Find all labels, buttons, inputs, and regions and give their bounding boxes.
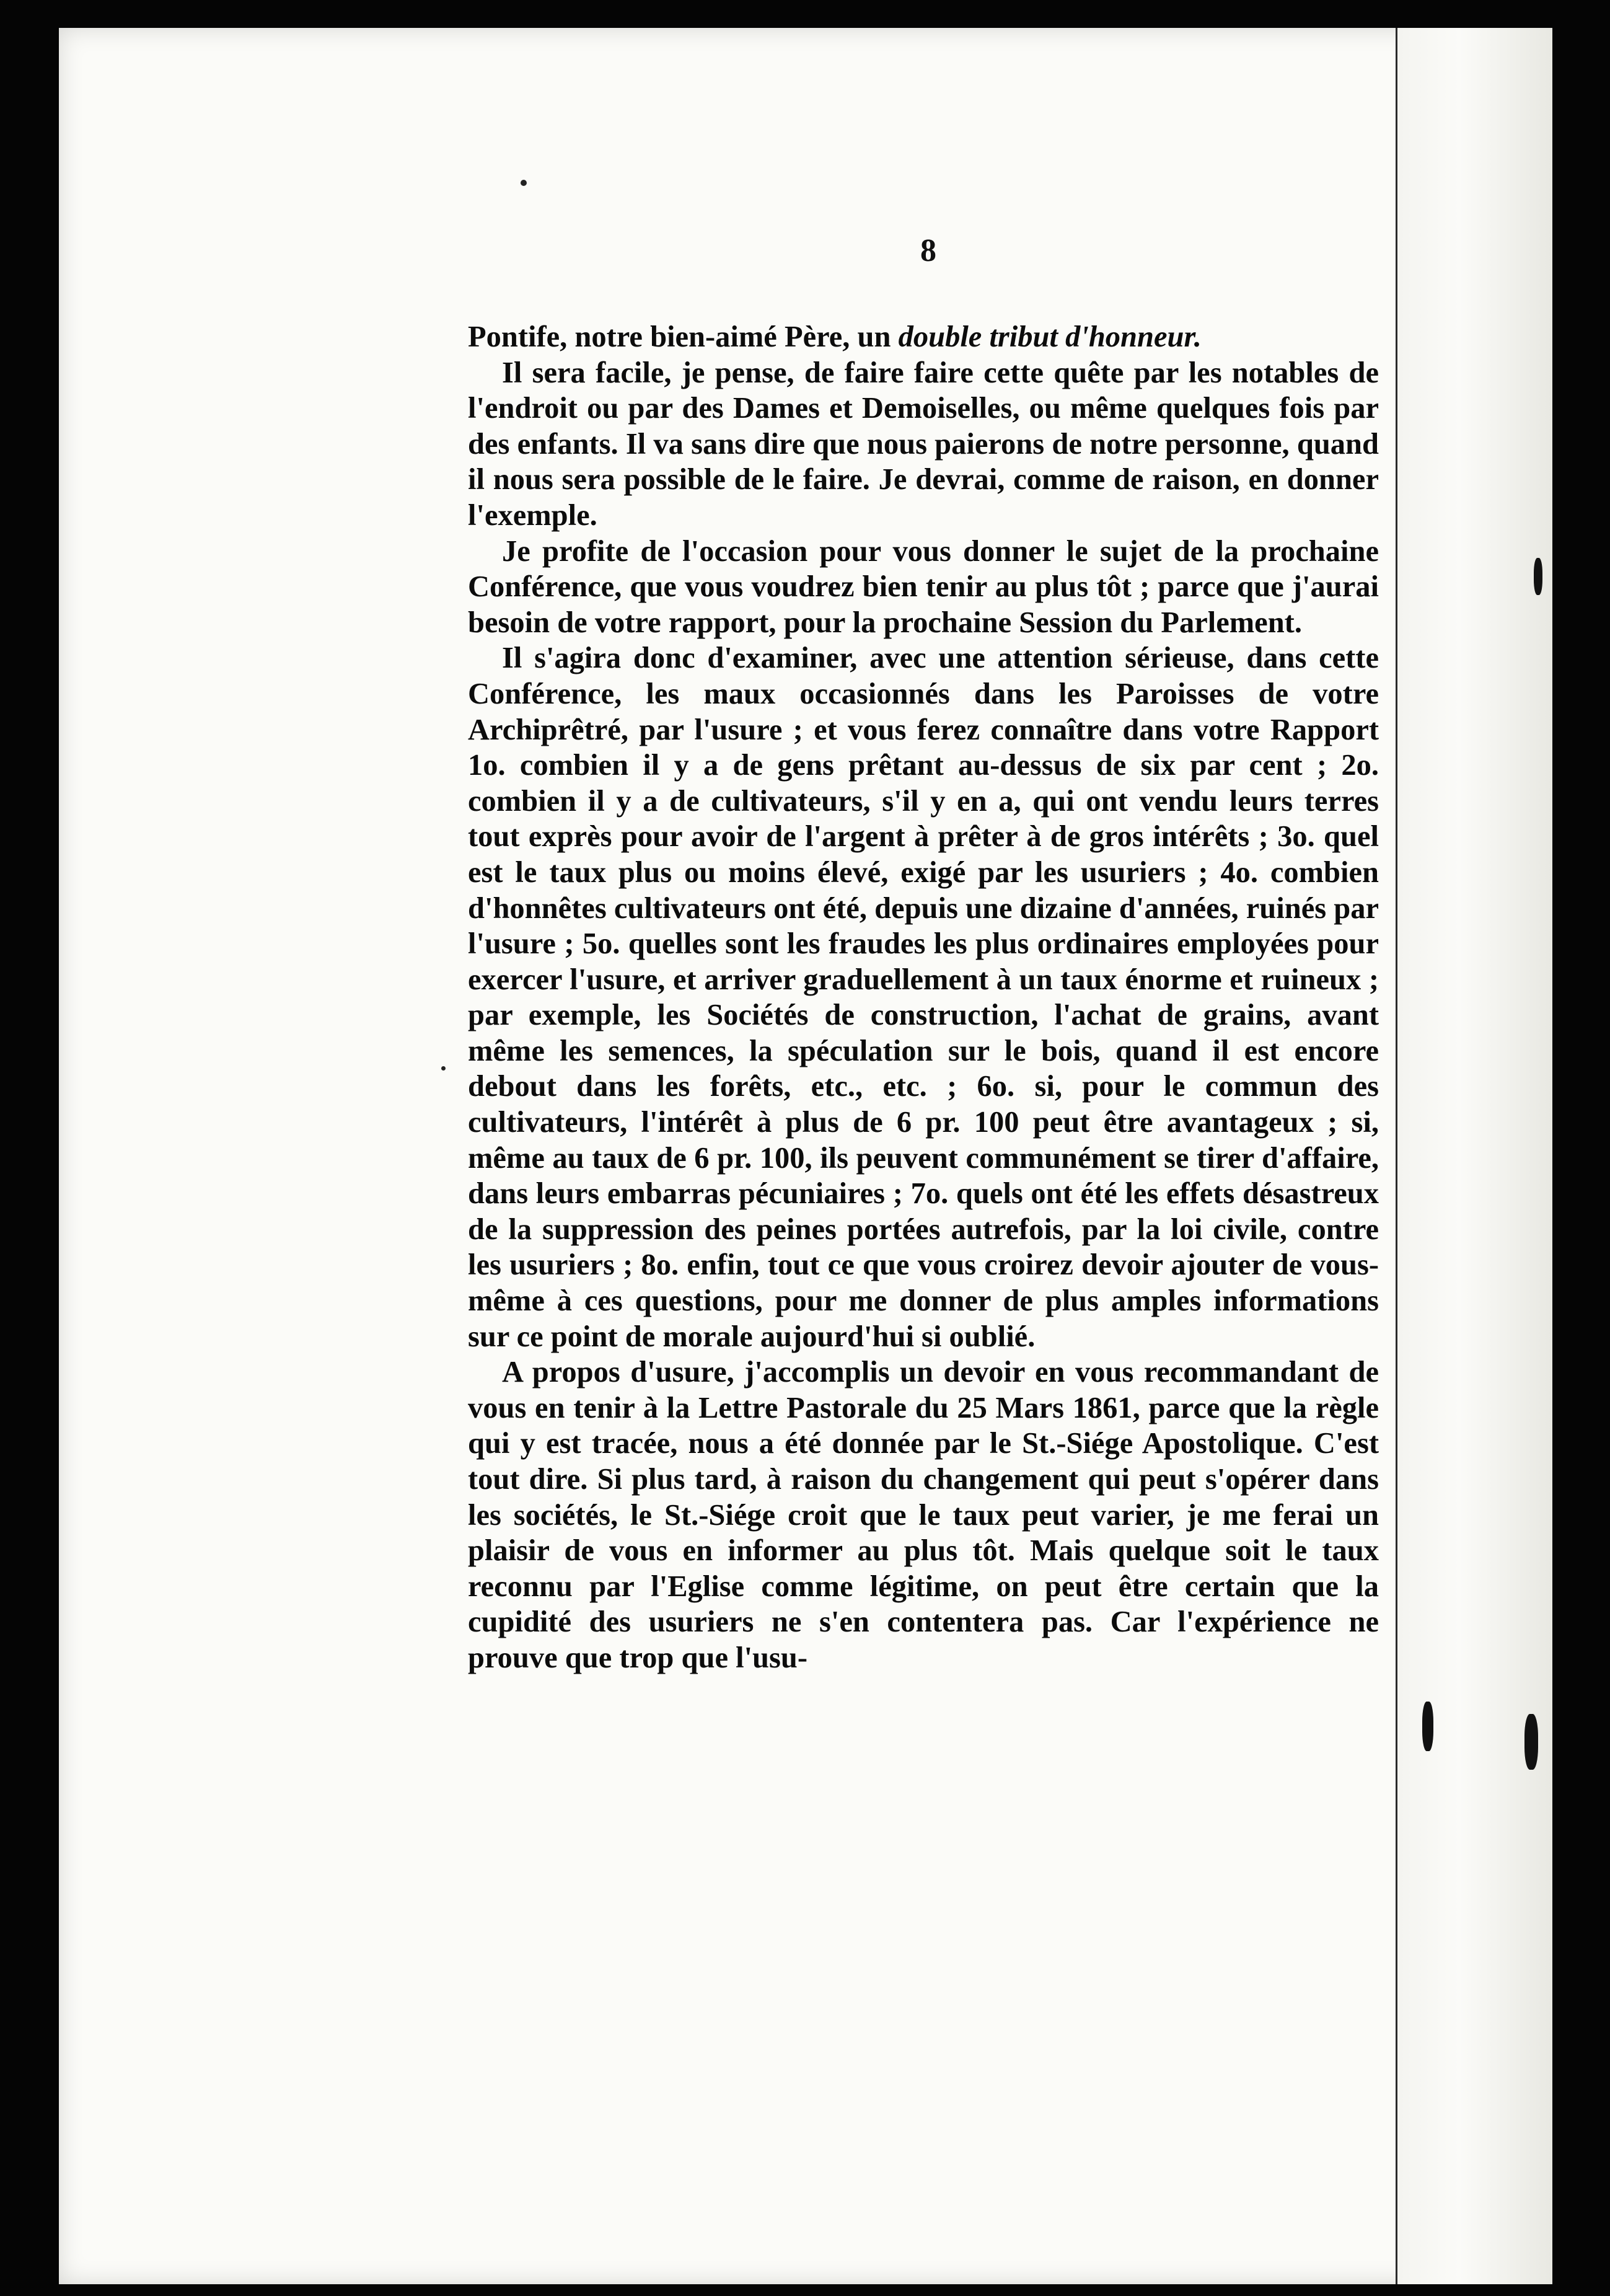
page-number: 8 [920, 233, 936, 268]
binding-mark [1422, 1702, 1433, 1751]
binding-mark [1524, 1714, 1538, 1770]
paragraph: Je profite de l'occasion pour vous donner le sujet de la prochaine Conférence, que vous voudrez bien tenir au plus tôt ; parce que j'aurai besoin de votre rapport, pour la prochaine Session du Parlement. [468, 534, 1379, 639]
paragraph [468, 319, 1379, 355]
paragraph-text: Pontife, notre bien-aimé Père, un [468, 320, 899, 353]
binding-mark [1534, 558, 1542, 595]
ink-speck [521, 180, 527, 186]
body-text [468, 319, 1379, 1676]
document-page [59, 28, 1552, 2284]
paragraph: A propos d'usure, j'accomplis un devoir en vous recommandant de vous en tenir à la Lettre Pastorale du 25 Mars 1861, parce que la règle qui y est tracée, nous a été donnée par le St.-Siége Apostolique. C'est tout dire. Si plus tard, à raison du changement qui peut s'opérer dans les sociétés, le St.-Siége croit que le taux peut varier, je me ferai un plaisir de vous en informer au plus tôt. Mais quelque soit le taux reconnu par l'Eglise comme légitime, on peut être certain que la cupidité des usuriers ne s'en contentera pas. Car l'expérience ne prouve que trop que l'usu- [468, 1356, 1379, 1674]
emphasized-text: double tribut d'honneur. [898, 320, 1202, 353]
paragraph: Il s'agira donc d'examiner, avec une attention sérieuse, dans cette Conférence, les maux occasionnés dans les Paroisses de votre Archiprêtré, par l'usure ; et vous ferez connaître dans votre Rapport 1o. combien il y a de gens prêtant au-dessus de six par cent ; 2o. combien il y a de cultivateurs, s'il y en a, qui ont vendu leurs terres tout exprès pour avoir de l'argent à prêter à de gros intérêts ; 3o. quel est le taux plus ou moins élevé, exigé par les usuriers ; 4o. combien d'honnêtes cultivateurs ont été, depuis une dizaine d'années, ruinés par l'usure ; 5o. quelles sont les fraudes les plus ordinaires employées pour exercer l'usure, et arriver graduellement à un taux énorme et ruineux ; par exemple, les Sociétés de construction, l'achat de grains, avant même les semences, la spéculation sur le bois, quand il est encore debout dans les forêts, etc., etc. ; 6o. si, pour le commun des cultivateurs, l'intérêt à plus de 6 pr. 100 peut être avantageux ; si, même au taux de 6 pr. 100, ils peuvent communément se tirer d'affaire, dans leurs embarras pécuniaires ; 7o. quels ont été les effets désastreux de la suppression des peines portées autrefois, par la loi civile, contre les usuriers ; 8o. enfin, tout ce que vous croirez devoir ajouter de vous-même à ces questions, pour me donner de plus amples informations sur ce point de morale aujourd'hui si oublié. [468, 642, 1379, 1353]
paragraph: Il sera facile, je pense, de faire faire cette quête par les notables de l'endroit ou par des Dames et Demoiselles, ou même quelques fois par des enfants. Il va sans dire que nous paierons de notre personne, quand il nous sera possible de le faire. Je devrai, comme de raison, en donner l'exemple. [468, 356, 1379, 532]
ink-speck [441, 1066, 446, 1071]
adjacent-page-edge [1396, 28, 1552, 2284]
